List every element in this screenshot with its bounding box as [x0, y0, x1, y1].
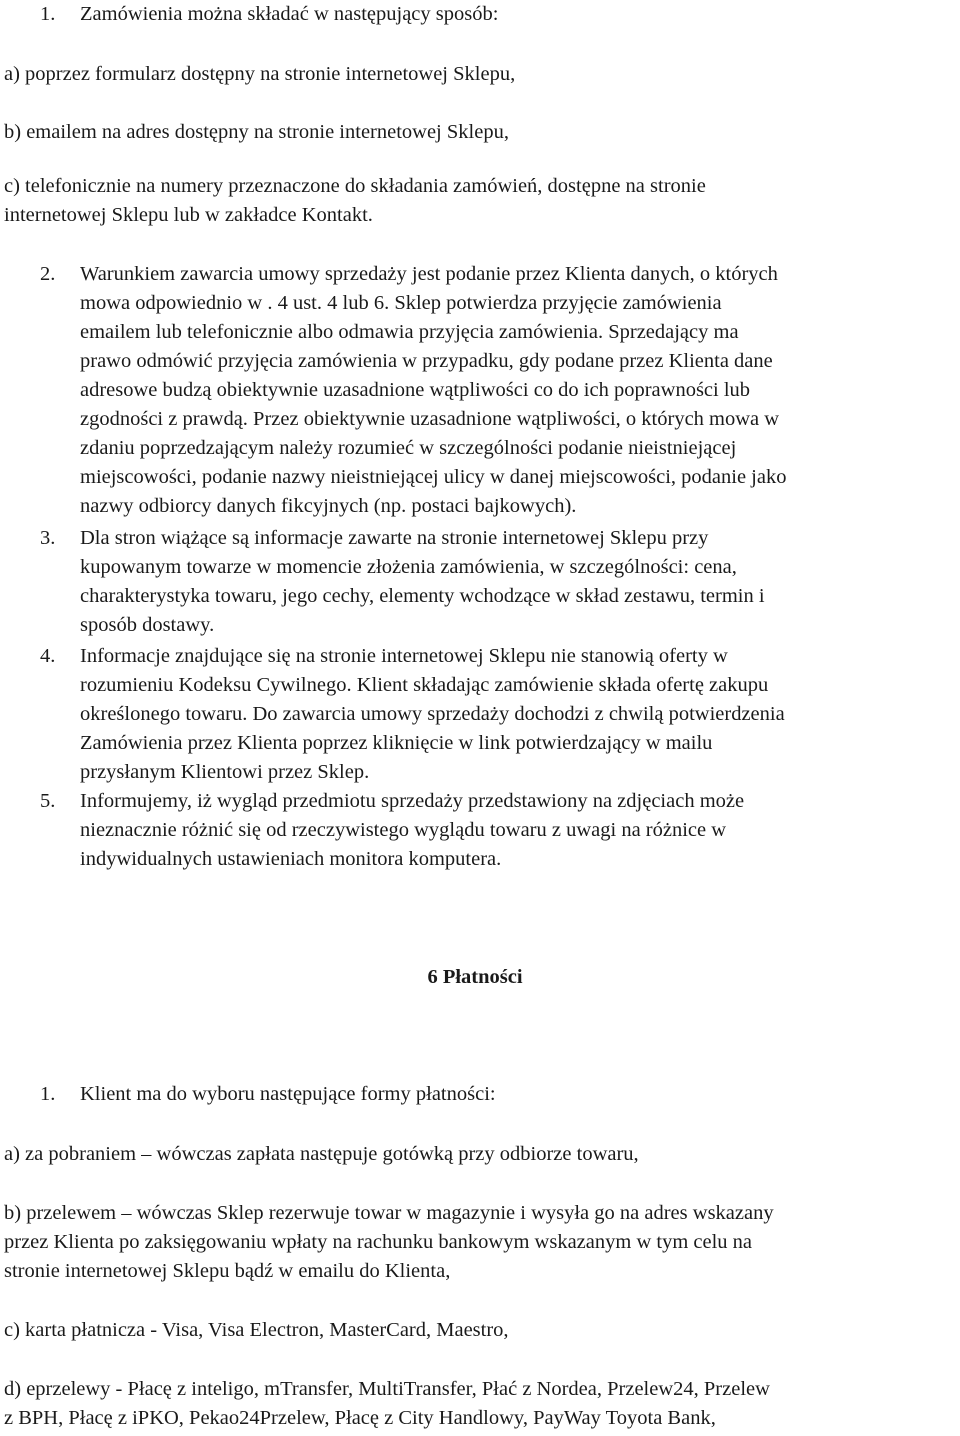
item-5-line: indywidualnych ustawieniach monitora komputera. [80, 848, 502, 870]
item-2-line: zgodności z prawdą. Przez obiektywnie uzasadnione wątpliwości, o których mowa w [80, 408, 780, 430]
item-1-text: Zamówienia można składać w następujący sposób: [80, 3, 499, 25]
payment-option-c: c) karta płatnicza - Visa, Visa Electron, MasterCard, Maestro, [4, 1319, 509, 1341]
payment-item-1-number: 1. [40, 1083, 56, 1105]
option-a: a) poprzez formularz dostępny na stronie internetowej Sklepu, [4, 63, 516, 85]
payment-option-b-line-2: przez Klienta po zaksięgowaniu wpłaty na rachunku bankowym wskazanym w tym celu na [4, 1231, 753, 1253]
item-5-line: nieznacznie różnić się od rzeczywistego wyglądu towaru z uwagi na różnice w [80, 819, 727, 841]
item-2-line: mowa odpowiednio w . 4 ust. 4 lub 6. Sklep potwierdza przyjęcie zamówienia [80, 292, 722, 314]
payment-option-b-line-3: stronie internetowej Sklepu bądź w emailu do Klienta, [4, 1260, 451, 1282]
payment-option-d-line-1: d) eprzelewy - Płacę z inteligo, mTransfer, MultiTransfer, Płać z Nordea, Przelew24, Przelew [4, 1378, 770, 1400]
item-3-line: Dla stron wiążące są informacje zawarte na stronie internetowej Sklepu przy [80, 527, 709, 549]
item-2-line: adresowe budzą obiektywnie uzasadnione wątpliwości co do ich poprawności lub [80, 379, 751, 401]
item-4-number: 4. [40, 645, 56, 667]
item-2-line: prawo odmówić przyjęcia zamówienia w przypadku, gdy podane przez Klienta dane [80, 350, 773, 372]
item-1-number: 1. [40, 3, 56, 25]
item-2-line: nazwy odbiorcy danych fikcyjnych (np. postaci bajkowych). [80, 495, 577, 517]
option-c-line-1: c) telefonicznie na numery przeznaczone do składania zamówień, dostępne na stronie [4, 175, 706, 197]
item-3-line: kupowanym towarze w momencie złożenia zamówienia, w szczególności: cena, [80, 556, 737, 578]
payment-option-d-line-2: z BPH, Płacę z iPKO, Pekao24Przelew, Płacę z City Handlowy, PayWay Toyota Bank, [4, 1407, 716, 1429]
payment-item-1-text: Klient ma do wyboru następujące formy płatności: [80, 1083, 496, 1105]
item-4-line: Zamówienia przez Klienta poprzez kliknięcie w link potwierdzający w mailu [80, 732, 713, 754]
item-4-line: przysłanym Klientowi przez Sklep. [80, 761, 370, 783]
item-2-line: zdaniu poprzedzającym należy rozumieć w szczególności podanie nieistniejącej [80, 437, 737, 459]
option-b: b) emailem na adres dostępny na stronie internetowej Sklepu, [4, 121, 509, 143]
section-heading-text: 6 Płatności [427, 966, 523, 988]
item-5-line: Informujemy, iż wygląd przedmiotu sprzedaży przedstawiony na zdjęciach może [80, 790, 745, 812]
item-2-line: miejscowości, podanie nazwy nieistniejącej ulicy w danej miejscowości, podanie jako [80, 466, 787, 488]
item-4-line: rozumieniu Kodeksu Cywilnego. Klient składając zamówienie składa ofertę zakupu [80, 674, 769, 696]
item-4-line: określonego towaru. Do zawarcia umowy sprzedaży dochodzi z chwilą potwierdzenia [80, 703, 785, 725]
item-4-line: Informacje znajdujące się na stronie internetowej Sklepu nie stanowią oferty w [80, 645, 728, 667]
item-3-line: sposób dostawy. [80, 614, 215, 636]
item-5-number: 5. [40, 790, 56, 812]
item-2-line: Warunkiem zawarcia umowy sprzedaży jest podanie przez Klienta danych, o których [80, 263, 778, 285]
payment-option-b-line-1: b) przelewem – wówczas Sklep rezerwuje towar w magazynie i wysyła go na adres wskazany [4, 1202, 774, 1224]
item-2-number: 2. [40, 263, 56, 285]
item-2-line: emailem lub telefonicznie albo odmawia przyjęcia zamówienia. Sprzedający ma [80, 321, 739, 343]
item-3-number: 3. [40, 527, 56, 549]
section-heading [0, 963, 960, 992]
item-3-line: charakterystyka towaru, jego cechy, elementy wchodzące w skład zestawu, termin i [80, 585, 765, 607]
option-c-line-2: internetowej Sklepu lub w zakładce Kontakt. [4, 204, 373, 226]
payment-option-a: a) za pobraniem – wówczas zapłata następuje gotówką przy odbiorze towaru, [4, 1143, 639, 1165]
